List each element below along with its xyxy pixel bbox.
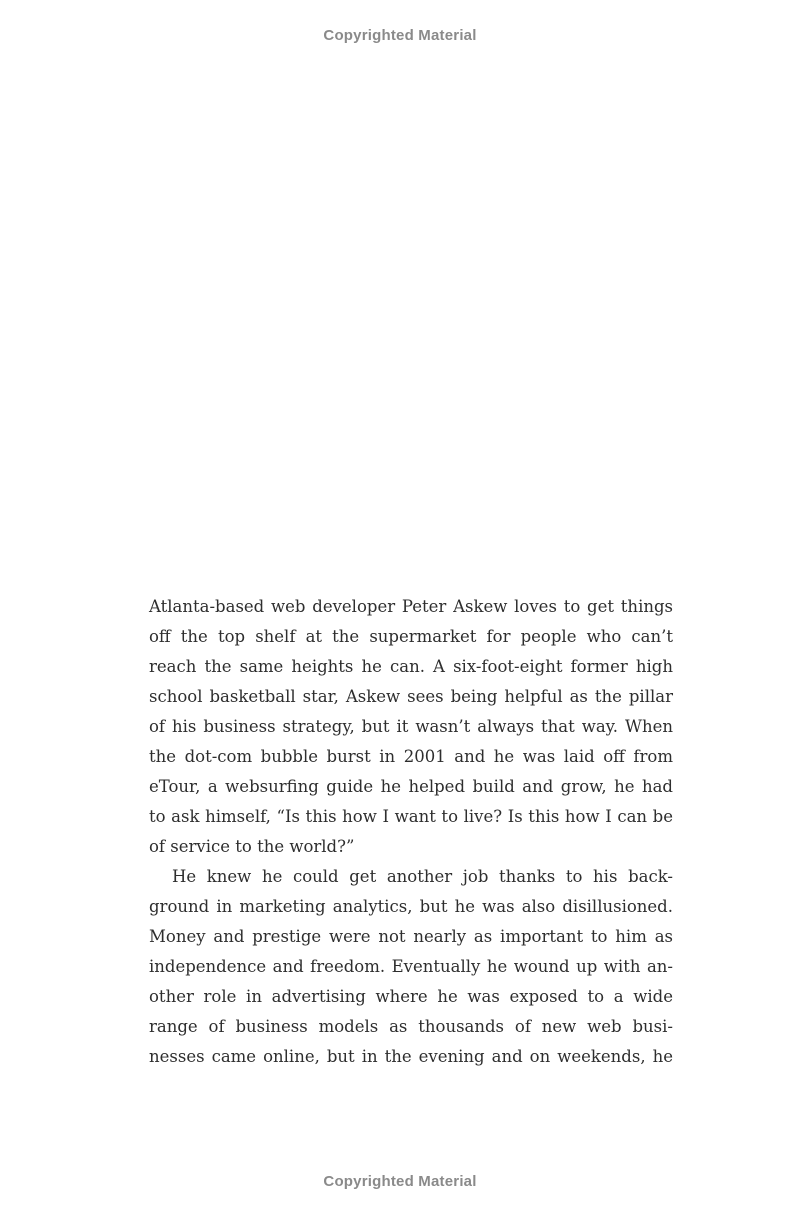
text-line: reach the same heights he can. A six-foot-eight former high (149, 657, 673, 676)
text-line: the dot-com bubble burst in 2001 and he was laid off from (149, 747, 673, 766)
text-line: off the top shelf at the supermarket for people who can’t (149, 627, 673, 646)
text-line: eTour, a websurfing guide he helped build and grow, he had (149, 777, 673, 796)
text-line: to ask himself, “Is this how I want to live? Is this how I can be (149, 807, 673, 826)
paragraph-first-line: He knew he could get another job thanks to his back- (172, 867, 673, 886)
text-line: Money and prestige were not nearly as important to him as (149, 927, 673, 946)
text-line: ground in marketing analytics, but he was also disillusioned. (149, 897, 673, 916)
text-line: of his business strategy, but it wasn’t always that way. When (149, 717, 673, 736)
text-line: other role in advertising where he was exposed to a wide (149, 987, 673, 1006)
text-line: Atlanta-based web developer Peter Askew loves to get things (149, 597, 673, 616)
text-line: school basketball star, Askew sees being helpful as the pillar (149, 687, 673, 706)
body-text (149, 592, 673, 1072)
copyright-watermark-bottom: Copyrighted Material (323, 1173, 477, 1190)
text-line: range of business models as thousands of new web busi- (149, 1017, 673, 1036)
text-line: nesses came online, but in the evening and on weekends, he (149, 1047, 673, 1066)
copyright-watermark-top: Copyrighted Material (323, 27, 477, 44)
text-line: independence and freedom. Eventually he wound up with an- (149, 957, 673, 976)
text-line: of service to the world?” (149, 837, 355, 856)
